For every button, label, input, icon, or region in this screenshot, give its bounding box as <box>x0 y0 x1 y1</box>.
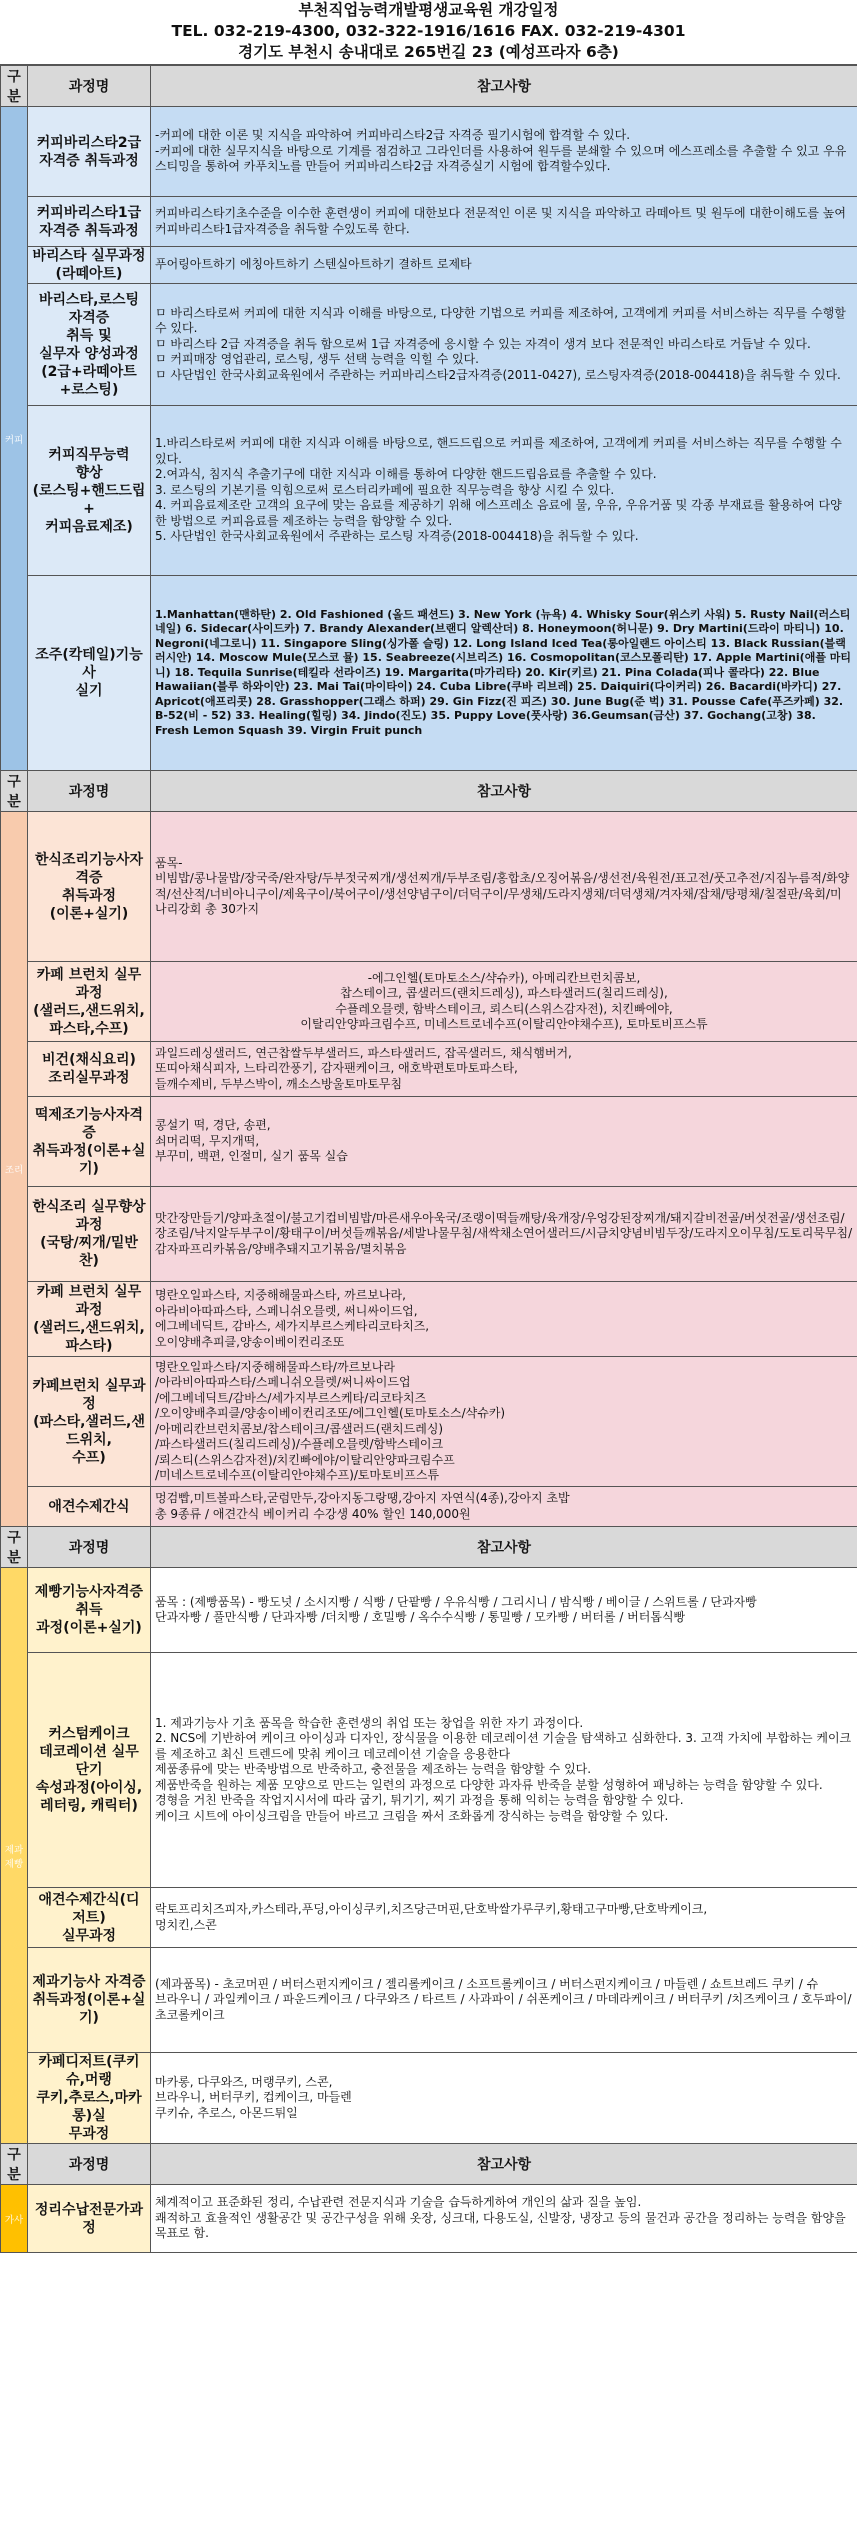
course-name: 애견수제간식 <box>28 1487 151 1527</box>
category-coffee: 커피 <box>1 107 28 771</box>
course-notes: 커피바리스타기초수준을 이수한 훈련생이 커피에 대한보다 전문적인 이론 및 지식을 파악하고 라떼아트 및 원두에 대한이해도를 높여 커피바리스타1급자격증을 취득할 수있도록 한다. <box>151 197 857 247</box>
table-row <box>1 2185 857 2253</box>
table-row <box>1 406 857 576</box>
table-row <box>1 1357 857 1487</box>
table-row <box>1 1282 857 1357</box>
column-header-row <box>1 66 857 107</box>
table-row <box>1 1042 857 1097</box>
course-notes: 마카롱, 다쿠와즈, 머랭쿠키, 스콘, 브라우니, 버터쿠키, 컵케이크, 마들렌 쿠키슈, 추로스, 아몬드튀일 <box>151 2053 857 2144</box>
course-notes: 멍검빱,미트볼파스타,굳럼만두,강아지동그랑땡,강아지 자연식(4종),강아지 초밥 총 9종류 / 애견간식 베이커리 수강생 40% 할인 140,000원 <box>151 1487 857 1527</box>
category-header: 구분 <box>1 66 28 107</box>
table-row <box>1 107 857 197</box>
table-row <box>1 812 857 962</box>
course-name: 카페 브런치 실무과정 (샐러드,샌드위치, 파스타,수프) <box>28 962 151 1042</box>
course-notes: 푸어링아트하기 에칭아트하기 스텐실아트하기 결하트 로제타 <box>151 247 857 284</box>
course-name: 커피직무능력 향상 (로스팅+핸드드립+ 커피음료제조) <box>28 406 151 576</box>
course-name: 커스텀케이크 데코레이션 실무 단기 속성과정(아이싱, 레터링, 캐릭터) <box>28 1653 151 1888</box>
course-header: 과정명 <box>28 771 151 812</box>
category-header: 구분 <box>1 771 28 812</box>
course-name: 비건(채식요리) 조리실무과정 <box>28 1042 151 1097</box>
page-title: 부천직업능력개발평생교육원 개강일정 <box>298 1 559 19</box>
table-row <box>1 576 857 771</box>
course-name: 한식조리 실무향상과정 (국탕/찌개/밑반찬) <box>28 1187 151 1282</box>
course-notes: 명란오일파스타/지중해해물파스타/까르보나라 /아라비아따파스타/스페니쉬오믈렛/써니싸이드업 /에그베네딕트/감바스/세가지부르스케타/리코타치즈 /오이양배추피클/양송이베이컨리조또/에그인헬(토마토소스/샥슈카) /아메리칸브런치콤보/찹스테이크/콥샐러드(랜치드레싱) /파스타샐러드(칠리드레싱)/수플레오믈렛/함박스테이크 /뢰스티(스위스감자전)/치킨빠에야/이탈리안양파크림수프 /미네스트로네수프(이탈리안야채수프)/토마토비프스튜 <box>151 1357 857 1487</box>
table-row <box>1 962 857 1042</box>
course-notes: 1.바리스타로써 커피에 대한 지식과 이해를 바탕으로, 핸드드립으로 커피를 제조하여, 고객에게 커피를 서비스하는 직무를 수행할 수 있다. 2.여과식, 침지식 추출기구에 대한 지식과 이해를 통하여 다양한 핸드드립음료를 추출할 수 있다. 3. 로스팅의 기본기를 익힘으로써 로스터리카페에 필요한 직무능력을 향상 시킬 수 있다. 4. 커피음료제조란 고객의 요구에 맞는 음료를 제공하기 위해 에스프레소 음료에 물, 우유, 우유거품 및 각종 부재료를 활용하여 다양한 방법으로 커피음료를 제조하는 능력을 함양할 수 있다. 5. 사단법인 한국사회교육원에서 주관하는 로스팅 자격증(2018-004418)을 취득할 수 있다. <box>151 406 857 576</box>
course-notes: 품목- 비빔밥/콩나물밥/장국죽/완자탕/두부젓국찌개/생선찌개/두부조림/홍합초/오징어볶음/생선전/육원전/표고전/풋고추전/지짐누름적/화양적/선산적/너비아니구이/제육구이/북어구이/생선양념구이/더덕구이/무생채/도라지생채/더덕생채/겨자채/잡채/탕평채/칠절판/육회/미나리강회 총 30가지 <box>151 812 857 962</box>
page-header <box>0 0 857 65</box>
table-row <box>1 197 857 247</box>
course-name: 정리수납전문가과정 <box>28 2185 151 2253</box>
table-row <box>1 1568 857 1653</box>
course-notes: 콩설기 떡, 경단, 송편, 쇠머리떡, 무지개떡, 부꾸미, 백편, 인절미, 실기 품목 실습 <box>151 1097 857 1187</box>
course-notes: 과일드레싱샐러드, 연근찹쌀두부샐러드, 파스타샐러드, 잡곡샐러드, 채식햄버거, 또띠아채식피자, 느타리깐풍기, 감자팬케이크, 애호박편토마토파스타, 들깨수제비, 두부스박이, 깨소스방울토마토무침 <box>151 1042 857 1097</box>
notes-header: 참고사항 <box>151 1527 857 1568</box>
table-row <box>1 1187 857 1282</box>
table-row <box>1 1653 857 1888</box>
course-notes: ㅁ 바리스타로써 커피에 대한 지식과 이해를 바탕으로, 다양한 기법으로 커피를 제조하여, 고객에게 커피를 서비스하는 직무를 수행할 수 있다. ㅁ 바리스타 2급 자격증을 취득 함으로써 1급 자격증에 응시할 수 있는 자격이 생겨 보다 전문적인 바리스타로 거듭날 수 있다. ㅁ 커피매장 영업관리, 로스팅, 생두 선택 능력을 익힐 수 있다. ㅁ 사단법인 한국사회교육원에서 주관하는 커피바리스타2급자격증(2011-0427), 로스팅자격증(2018-004418)을 취득할 수 있다. <box>151 284 857 406</box>
category-header: 구분 <box>1 2144 28 2185</box>
course-name: 바리스타,로스팅 자격증 취득 및 실무자 양성과정 (2급+라떼아트+로스팅) <box>28 284 151 406</box>
table-row <box>1 1948 857 2053</box>
course-notes: 1.Manhattan(맨하탄) 2. Old Fashioned (올드 패션드) 3. New York (뉴욕) 4. Whisky Sour(위스키 사워) 5. Rusty Nail(러스티 네일) 6. Sidecar(사이드카) 7. Brandy Alexander(브랜디 알렉산더) 8. Honeymoon(허니문) 9. Dry Martini(드라이 마티니) 10. Negroni(네그로니) 11. Singapore Sling(싱가폴 슬링) 12. Long Island Iced Tea(롱아일랜드 아이스티 13. Black Russian(블랙 러시안) 14. Moscow Mule(모스코 뮬) 15. Seabreeze(시브리즈) 16. Cosmopolitan(코스모폴리탄) 17. Apple Martini(애플 마티니) 18. Tequila Sunrise(테킬라 선라이즈) 19. Margarita(마가리타) 20. Kir(키르) 21. Pina Colada(피나 콜라다) 22. Blue Hawaiian(블루 하와이안) 23. Mai Tai(마이타이) 24. Cuba Libre(쿠바 리브레) 25. Daiquiri(다이커리) 26. Bacardi(바카디) 27. Apricot(애프리콧) 28. Grasshopper(그래스 하퍼) 29. Gin Fizz(진 피즈) 30. June Bug(준 벅) 31. Pousse Cafe(푸즈카페) 32. B-52(비 - 52) 33. Healing(힐링) 34. Jindo(진도) 35. Puppy Love(풋사랑) 36.Geumsan(금산) 37. Gochang(고창) 38. Fresh Lemon Squash 39. Virgin Fruit punch <box>151 576 857 771</box>
category-baking: 제과 제빵 <box>1 1568 28 2144</box>
table-row <box>1 1097 857 1187</box>
course-notes: -에그인헬(토마토소스/샥슈카), 아메리칸브런치콤보, 찹스테이크, 콥샐러드(랜치드레싱), 파스타샐러드(칠리드레싱), 수플레오믈렛, 함박스테이크, 뢰스티(스위스감자전), 치킨빠에야, 이탈리안양파크림수프, 미네스트로네수프(이탈리안야채수프), 토마토비프스튜 <box>151 962 857 1042</box>
course-name: 한식조리기능사자격증 취득과정 (이론+실기) <box>28 812 151 962</box>
course-name: 바리스타 실무과정 (라떼아트) <box>28 247 151 284</box>
table-row <box>1 2053 857 2144</box>
course-name: 커피바리스타2급 자격증 취득과정 <box>28 107 151 197</box>
category-housekeeping: 가사 <box>1 2185 28 2253</box>
course-notes: (제과품목) - 초코머핀 / 버터스펀지케이크 / 젤리롤케이크 / 소프트롤케이크 / 버터스펀지케이크 / 마들렌 / 쇼트브레드 쿠키 / 슈 브라우니 / 과일케이크 / 파운드케이크 / 다쿠와즈 / 타르트 / 사과파이 / 쉬폰케이크 / 마데라케이크 / 버터쿠키 /치즈케이크 / 호두파이/ 초코롤케이크 <box>151 1948 857 2053</box>
notes-header: 참고사항 <box>151 2144 857 2185</box>
course-name: 카페디저트(쿠키슈,머랭 쿠키,추로스,마카롱)실 무과정 <box>28 2053 151 2144</box>
schedule-table <box>0 65 857 2253</box>
column-header-row <box>1 1527 857 1568</box>
course-name: 카페 브런치 실무과정 (샐러드,샌드위치,파스타) <box>28 1282 151 1357</box>
table-row <box>1 1888 857 1948</box>
category-cooking: 조리 <box>1 812 28 1527</box>
course-name: 제과기능사 자격증 취득과정(이론+실기) <box>28 1948 151 2053</box>
course-notes: 락토프리치즈피자,카스테라,푸딩,아이싱쿠키,치즈당근머핀,단호박쌀가루쿠키,황태고구마빵,단호박케이크, 멍치킨,스콘 <box>151 1888 857 1948</box>
column-header-row <box>1 771 857 812</box>
course-notes: 맛간장만들기/양파초절이/불고기컵비빔밥/마른새우아욱국/조랭이떡들깨탕/육개장/우엉강된장찌개/돼지갈비전골/버섯전골/생선조림/장조림/낙지알두부구이/황태구이/버섯들깨볶음/세발나물무침/새싹채소연어샐러드/시금치양념비빔두장/도라지오이무침/도토리묵무침/감자파프리카볶음/양배추돼지고기볶음/멸치볶음 <box>151 1187 857 1282</box>
course-notes: 명란오일파스타, 지중해해물파스타, 까르보나라, 아라비아따파스타, 스페니쉬오믈렛, 써니싸이드업, 에그베네딕트, 감바스, 세가지부르스케타리코타치즈, 오이양배추피클,양송이베이컨리조또 <box>151 1282 857 1357</box>
course-notes: 품목 : (제빵품목) - 빵도넛 / 소시지빵 / 식빵 / 단팥빵 / 우유식빵 / 그리시니 / 밤식빵 / 베이글 / 스위트롤 / 단과자빵 단과자빵 / 풀만식빵 / 단과자빵 /더치빵 / 호밀빵 / 옥수수식빵 / 통밀빵 / 모카빵 / 버터롤 / 버터톱식빵 <box>151 1568 857 1653</box>
course-header: 과정명 <box>28 66 151 107</box>
notes-header: 참고사항 <box>151 771 857 812</box>
course-name: 애견수제간식(디저트) 실무과정 <box>28 1888 151 1948</box>
table-row <box>1 1487 857 1527</box>
course-name: 커피바리스타1급 자격증 취득과정 <box>28 197 151 247</box>
column-header-row <box>1 2144 857 2185</box>
notes-header: 참고사항 <box>151 66 857 107</box>
course-notes: -커피에 대한 이론 및 지식을 파악하여 커피바리스타2급 자격증 필기시험에 합격할 수 있다. -커피에 대한 실무지식을 바탕으로 기계를 점검하고 그라인더를 사용하여 원두를 분쇄할 수 있으며 에스프레소를 추출할 수 있고 우유스티밍을 통하여 카푸치노를 만들어 커피바리스타2급 자격증실기 시험에 합격할수있다. <box>151 107 857 197</box>
table-row <box>1 247 857 284</box>
course-header: 과정명 <box>28 2144 151 2185</box>
course-notes: 1. 제과기능사 기초 품목을 학습한 훈련생의 취업 또는 창업을 위한 자기 과정이다. 2. NCS에 기반하여 케이크 아이싱과 디자인, 장식물을 이용한 데코레이션 기술을 탐색하고 심화한다. 3. 고객 가치에 부합하는 케이크를 제조하고 최신 트렌드에 맞춰 케이크 데코레이션 기술을 응용한다 제품종류에 맞는 반죽방법으로 반죽하고, 충전물을 제조하는 능력을 함양할 수 있다. 제품반죽을 원하는 제품 모양으로 만드는 일련의 과정으로 다양한 과자류 반죽을 분할 성형하여 패닝하는 능력을 함양할 수 있다. 경형을 거친 반죽을 작업지시서에 따라 굽기, 튀기기, 찌기 과정을 통해 익히는 능력을 함양할 수 있다. 케이크 시트에 아이싱크림을 만들어 바르고 크림을 짜서 조화롭게 장식하는 능력을 함양할 수 있다. <box>151 1653 857 1888</box>
course-header: 과정명 <box>28 1527 151 1568</box>
address-line: 경기도 부천시 송내대로 265번길 23 (예성프라자 6층) <box>238 43 619 61</box>
course-name: 조주(칵테일)기능사 실기 <box>28 576 151 771</box>
category-header: 구분 <box>1 1527 28 1568</box>
course-name: 카페브런치 실무과정 (파스타,샐러드,샌드위치, 수프) <box>28 1357 151 1487</box>
contact-line: TEL. 032-219-4300, 032-322-1916/1616 FAX. 032-219-4301 <box>171 22 686 40</box>
course-notes: 체계적이고 표준화된 정리, 수납관련 전문지식과 기술을 습득하게하여 개인의 삶과 질을 높임. 쾌적하고 효율적인 생활공간 및 공간구성을 위해 옷장, 싱크대, 다용도실, 신발장, 냉장고 등의 물건과 공간을 정리하는 능력을 함양을 목표로 함. <box>151 2185 857 2253</box>
course-name: 떡제조기능사자격증 취득과정(이론+실기) <box>28 1097 151 1187</box>
course-name: 제빵기능사자격증취득 과정(이론+실기) <box>28 1568 151 1653</box>
table-row <box>1 284 857 406</box>
